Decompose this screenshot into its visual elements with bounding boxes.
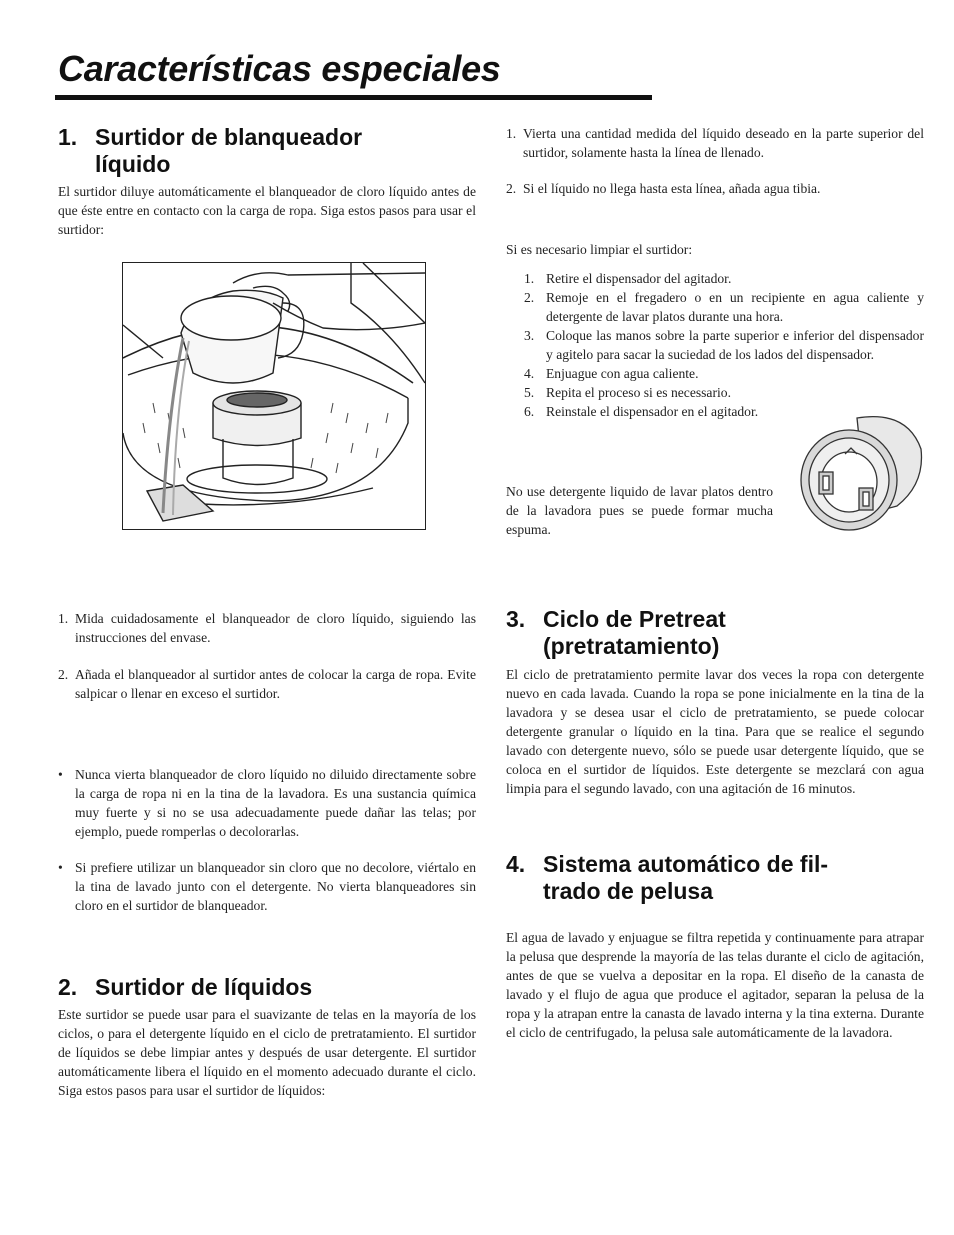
list-item: 2. Remoje en el fregadero o en un recipiente en agua caliente y detergente de lavar platos durante una hora. [524, 290, 924, 324]
section-2-steps [506, 124, 924, 198]
section-1-steps-list [58, 609, 476, 703]
section-3-body: El ciclo de pretratamiento permite lavar dos veces la ropa con detergente nuevo en cada lavada. Cuando la ropa se pone inicialmente en la tina de la lavadora y se desea usar el ciclo de pretratamiento, se puede colocar detergente granular o líquido en la tina. Para que se realice el segundo lavado con detergente nuevo, sólo se puede usar detergente líquido, que se coloca en el surtidor de líquidos. Este detergente se mezclará con agua limpia para el segundo lavado, con una agitación de 16 minutos. [506, 667, 924, 796]
section-4 [506, 851, 924, 1042]
section-1-title [58, 124, 476, 178]
list-item: 5. Repita el proceso si es necessario. [524, 385, 731, 400]
section-2-number: 2. [58, 974, 78, 1000]
title-rule [55, 95, 652, 100]
cleaning-steps [524, 269, 924, 421]
section-2-title: 2. Surtidor de líquidos [58, 974, 313, 1000]
dishwashing-warning [506, 482, 773, 539]
list-item: 3. Coloque las manos sobre la parte superior e inferior del dispensador y agitelo para sacar la suciedad de los lados del dispensador. [524, 328, 924, 362]
list-item: 6. Reinstale el dispensador en el agitador. [524, 404, 759, 419]
section-1-intro: El surtidor diluye automáticamente el blanqueador de cloro líquido antes de que éste entre en contacto con la carga de ropa. Siga estos pasos para usar el surtidor: [58, 184, 476, 237]
section-1-steps [58, 609, 476, 703]
section-1-bullets [58, 765, 476, 915]
pouring-bleach-illustration [122, 262, 426, 530]
cleaning-instructions [506, 240, 924, 259]
fabric-softener-dispenser-illustration [797, 414, 925, 536]
section-3 [506, 606, 924, 798]
section-4-title-line1: Sistema automático de fil- [543, 851, 829, 877]
list-item: 2. Añada el blanqueador al surtidor antes de colocar la carga de ropa. Evite salpicar o llenar en exceso el surtidor. [58, 667, 476, 701]
list-item: 1. Mida cuidadosamente el blanqueador de cloro líquido, siguiendo las instrucciones del envase. [58, 611, 476, 645]
warning-text: No use detergente liquido de lavar platos dentro de la lavadora pues se puede formar mucha espuma. [506, 484, 773, 537]
section-4-number: 4. [506, 851, 526, 877]
clean-intro: Si es necesario limpiar el surtidor: [506, 242, 693, 257]
list-item: 1. Vierta una cantidad medida del líquido deseado en la parte superior del surtidor, solamente hasta la línea de llenado. [506, 126, 924, 160]
section-1-title-line1: Surtidor de blanqueador [95, 124, 363, 150]
section-3-number: 3. [506, 606, 526, 632]
list-item: • Si prefiere utilizar un blanqueador sin cloro que no decolore, viértalo en la tina de lavado junto con el detergente. No vierta blanqueadores sin cloro en el surtidor de blanqueador. [58, 860, 476, 913]
list-item: 2. Si el líquido no llega hasta esta línea, añada agua tibia. [506, 181, 821, 196]
list-item: 1. Retire el dispensador del agitador. [524, 271, 732, 286]
section-4-body: El agua de lavado y enjuague se filtra repetida y continuamente para atrapar la pelusa que desprende la mayoría de las telas durante el ciclo de agitación, antes de que se vuelva a depositar en la ropa. El diseño de la canasta de lavado y el flujo de agua que produce el agitador, separan la pelusa de la ropa y la atrapan entre la canasta de lavado interna y la tina externa. Durante el ciclo de centrifugado, la pelusa sale automáticamente de la lavadora. [506, 930, 924, 1040]
list-item: 4. Enjuague con agua caliente. [524, 366, 699, 381]
section-1-number: 1. [58, 124, 78, 150]
section-2-steps-list [506, 124, 924, 198]
section-3-title [506, 606, 924, 660]
section-1-title-line2: líquido [95, 151, 171, 177]
cleaning-steps-list [524, 269, 924, 421]
section-1-header [58, 124, 476, 239]
section-3-title-line2: (pretratamiento) [543, 633, 720, 659]
section-3-title-line1: Ciclo de Pretreat [543, 606, 726, 632]
section-4-title-line2: trado de pelusa [543, 878, 713, 904]
page-title: Características especiales [58, 48, 501, 89]
section-4-title [506, 851, 924, 905]
list-item: • Nunca vierta blanqueador de cloro líquido no diluido directamente sobre la carga de ropa ni en la tina de la lavadora. Es una sustancia química muy fuerte y si no se usa adecuadamente puede dañar las telas; por ejemplo, puede romperlas o decolorarlas. [58, 767, 476, 839]
section-2-body: Este surtidor se puede usar para el suavizante de telas en la mayoría de los ciclos, o para el detergente líquido en el ciclo de pretratamiento. El surtidor de líquidos se debe limpiar antes y después de usar detergente. El surtidor automáticamente libera el líquido en el momento adecuado durante el ciclo. Siga estos pasos para usar el surtidor de líquidos: [58, 1007, 476, 1098]
section-2 [58, 974, 476, 1100]
section-1-bullet-list [58, 765, 476, 915]
